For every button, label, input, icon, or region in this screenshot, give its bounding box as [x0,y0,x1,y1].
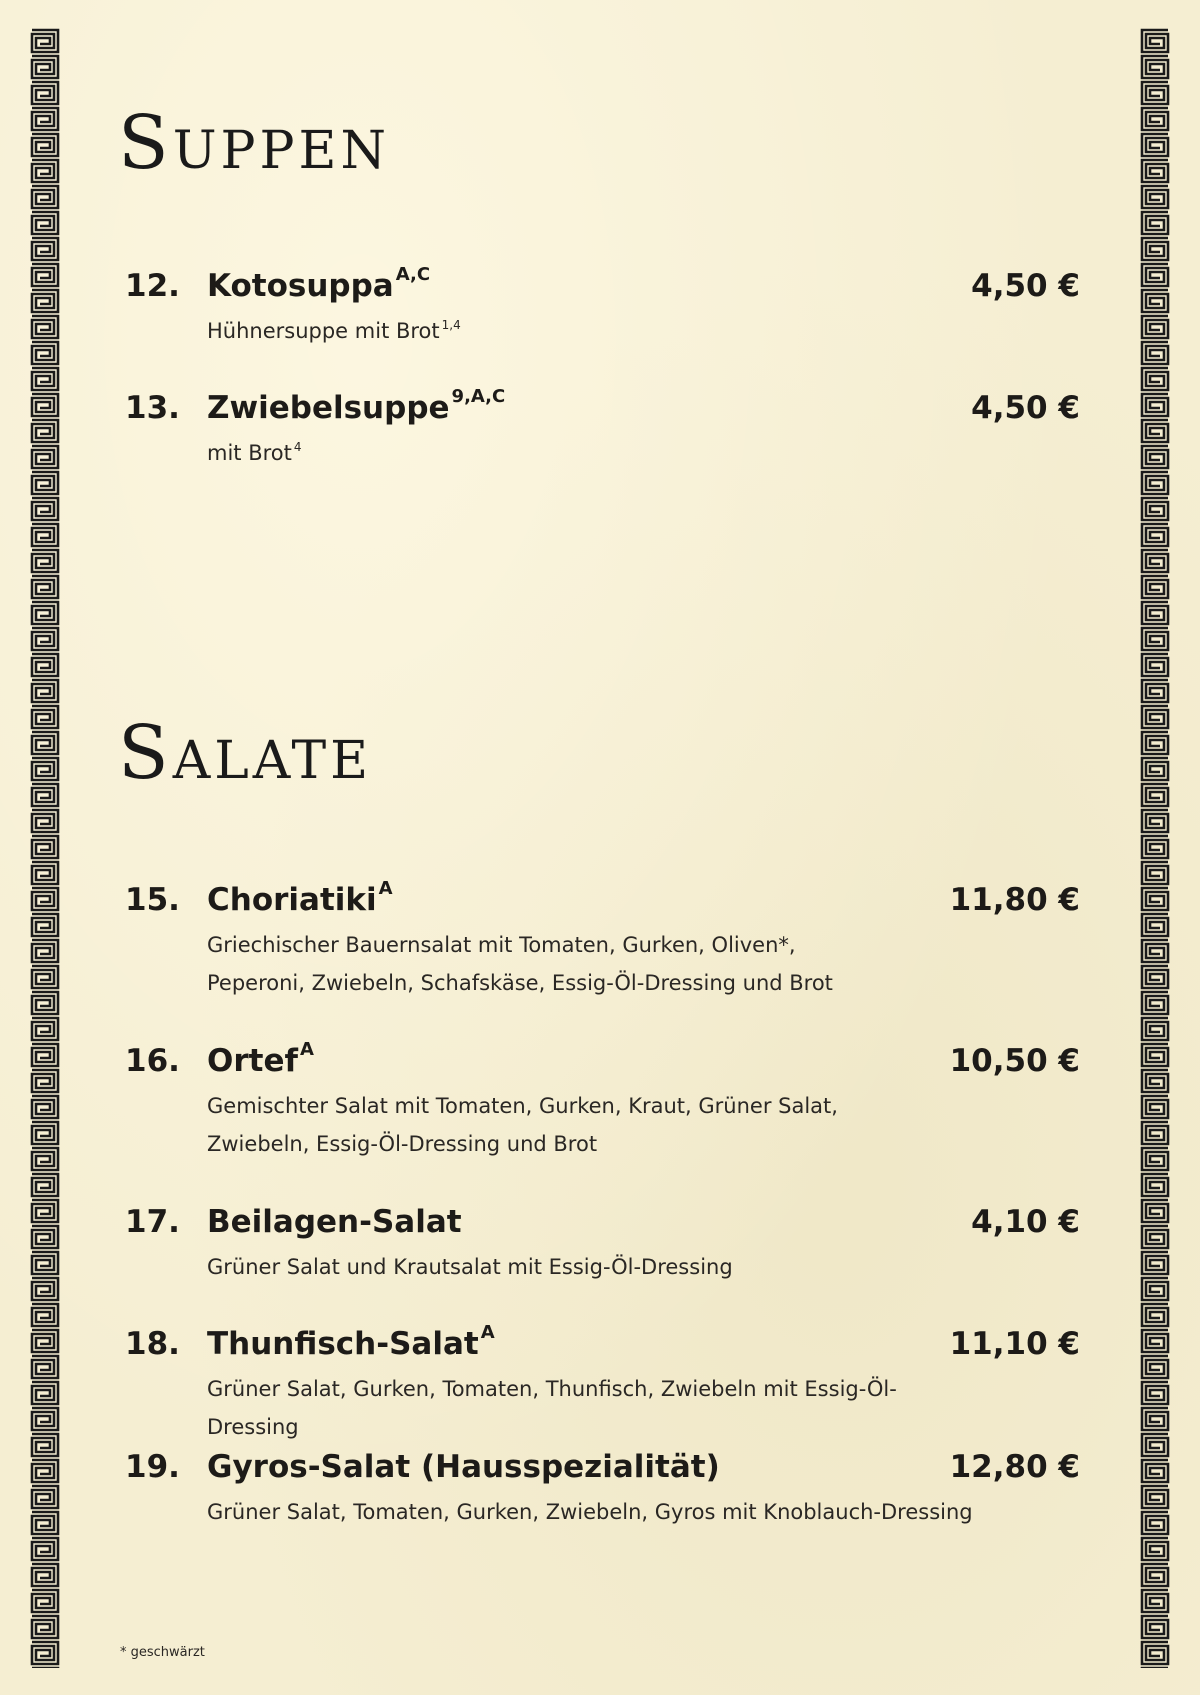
item-number: 19. [125,1449,180,1485]
item-price: 11,80 € [949,882,1080,918]
item-description: Grüner Salat, Tomaten, Gurken, Zwiebeln, Gyros mit Knoblauch-Dressing [207,1500,973,1524]
item-name: Zwiebelsuppe $^{9,A,C}$ [207,386,506,426]
item-number: 15. [125,882,180,918]
item-number: 18. [125,1326,180,1362]
item-price: 11,10 € [949,1326,1080,1362]
item-name: Choriatiki $^A$ [207,878,393,918]
item-description: Gemischter Salat mit Tomaten, Gurken, Kraut, Grüner Salat, Zwiebeln, Essig-Öl-Dressing und Brot [207,1094,838,1156]
allergen-codes: A [480,1322,495,1343]
menu-item-kotosuppa [125,264,1080,378]
menu-item-zwiebelsuppe [125,386,1080,500]
item-description: Grüner Salat, Gurken, Tomaten, Thunfisch, Zwiebeln mit Essig-Öl-Dressing [207,1377,897,1439]
item-name: Gyros-Salat (Hausspezialität) [207,1449,720,1485]
item-price: 4,50 € [971,268,1080,304]
item-price: 4,10 € [971,1204,1080,1240]
item-description: mit Brot $^4$ [207,440,302,465]
item-number: 13. [125,390,180,426]
item-name: Ortef $^A$ [207,1039,314,1079]
allergen-codes: A [378,878,393,899]
item-description: Griechischer Bauernsalat mit Tomaten, Gurken, Oliven*, Peperoni, Zwiebeln, Schafskäse, Essig-Öl-Dressing und Brot [207,933,833,995]
section-title-suppen: Suppen [118,100,390,186]
item-number: 12. [125,268,180,304]
menu-item-gyros-salat [125,1449,1080,1559]
greek-key-border-left [30,28,60,1668]
item-name: Kotosuppa $^{A,C}$ [207,264,431,304]
menu-item-choriatiki [125,878,1080,995]
allergen-codes: 9,A,C [451,386,506,407]
item-number: 16. [125,1043,180,1079]
item-name: Thunfisch-Salat $^A$ [207,1322,495,1362]
item-description: Hühnersuppe mit Brot $^{1,4}$ [207,318,461,343]
item-price: 12,80 € [949,1449,1080,1485]
item-price: 10,50 € [949,1043,1080,1079]
item-description: Grüner Salat und Krautsalat mit Essig-Öl-Dressing [207,1255,733,1279]
allergen-codes: A,C [395,264,431,285]
menu-item-beilagen-salat [125,1204,1080,1314]
menu-item-ortef [125,1039,1080,1156]
allergen-codes: A [299,1039,314,1060]
section-title-salate: Salate [118,710,373,796]
item-price: 4,50 € [971,390,1080,426]
menu-item-thunfisch-salat [125,1322,1080,1439]
greek-key-border-right [1140,28,1170,1668]
item-number: 17. [125,1204,180,1240]
footnote: * geschwärzt [120,1645,205,1660]
item-name: Beilagen-Salat [207,1204,462,1240]
